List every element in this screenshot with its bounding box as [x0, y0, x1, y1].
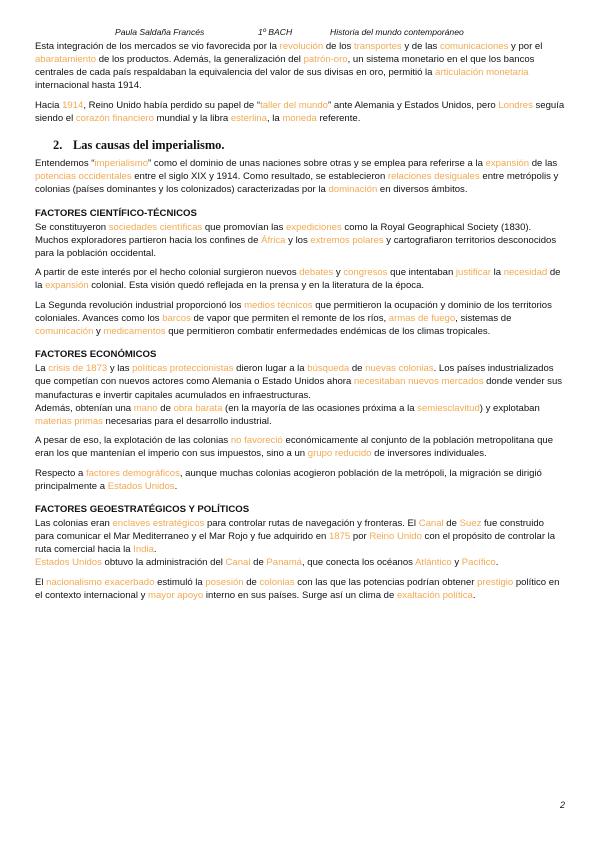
- cientificos-paragraph-1: Se constituyeron sociedades científicas que promovían las expediciones como la Royal Geographical Society (1830). Muchos exploradores partieron hacia los confines de África y los extremos polares y cartografiaron territorios desconocidos para la población occidental.: [35, 221, 557, 259]
- highlighted-term: crisis de 1873: [48, 363, 108, 375]
- highlighted-term: enclaves estratégicos: [112, 518, 205, 529]
- highlighted-term: África: [261, 234, 286, 246]
- highlighted-term: Canal: [225, 557, 251, 569]
- intro-paragraph-1: Esta integración de los mercados se vio favorecida por la revolución de los transportes y de las comunicaciones y por el abaratamiento de los productos. Además, la generalización del patrón-oro, un sistema monetario en el que los bancos centrales de cada país respaldaban la equivalencia del valor de sus divisas en oro, permitió la articulación monetaria internacional hasta 1914.: [35, 41, 543, 92]
- section-title: [53, 137, 565, 153]
- geo-paragraph-3: El nacionalismo exacerbado estimuló la posesión de colonias con las que las potencias podrían obtener prestigio político en el contexto internacional y mayor apoyo interno en sus países. Surge así un clima de exaltación política.: [35, 576, 560, 601]
- intro-paragraph-2: Hacia 1914, Reino Unido había perdido su papel de “taller del mundo” ante Alemania y Estados Unidos, pero Londres seguía siendo el corazón financiero mundial y la libra esterlina, la moneda referente.: [35, 99, 565, 124]
- highlighted-term: taller del mundo: [260, 99, 328, 111]
- highlighted-term: armas de fuego: [388, 312, 456, 324]
- highlighted-term: nacionalismo exacerbado: [46, 576, 155, 588]
- highlighted-term: comunicación: [35, 326, 94, 338]
- cientificos-paragraph-3: La Segunda revolución industrial proporcionó los medios técnicos que permitieron la ocupación y dominio de los territorios coloniales. Avances como los barcos de vapor que permiten el remonte de los ríos, armas de fuego, sistemas de comunicación y medicamentos que permitieron combatir enfermedades endémicas de los climas tropicales.: [35, 299, 552, 338]
- header-subject: Historia del mundo contemporáneo: [330, 27, 464, 37]
- highlighted-term: corazón financiero: [75, 112, 154, 124]
- highlighted-term: necesidad: [503, 267, 548, 279]
- economicos-paragraph-3: A pesar de eso, la explotación de las colonias no favoreció económicamente al conjunto de la población metropolitana que eran los que mantenían el imperio con sus impuestos, sino a un grupo reducido de inversores individuales.: [35, 435, 554, 460]
- section-number: 2.: [53, 138, 63, 153]
- highlighted-term: Estados Unidos: [35, 557, 102, 569]
- document-body: [35, 40, 565, 608]
- economicos-paragraph-1: La crisis de 1873 y las políticas proteccionistas dieron lugar a la búsqueda de nuevas colonias. Los países industrializados que competían con nuevos actores como Alemania o Estado Unidos ahora necesitaban nuevos mercados donde vender sus manufacturas e invertir capitales acumulados en infraestructuras.: [35, 363, 563, 401]
- highlighted-term: congresos: [343, 267, 388, 279]
- highlighted-term: grupo reducido: [307, 448, 372, 460]
- highlighted-term: Canal: [418, 518, 444, 529]
- highlighted-term: políticas proteccionistas: [132, 363, 234, 375]
- geo-paragraph-1: Las colonias eran enclaves estratégicos para controlar rutas de navegación y fronteras. El Canal de Suez fue construido para comunicar el Mar Mediterraneo y el Mar Rojo y fue adquirido en 1875 por Reino Unido con el propósito de controlar la ruta comercial hacia la India.: [35, 518, 556, 556]
- highlighted-term: obra barata: [173, 402, 223, 414]
- highlighted-term: prestigio: [477, 576, 514, 588]
- highlighted-term: India: [133, 544, 154, 556]
- section-title-text: Las causas del imperialismo.: [73, 138, 225, 153]
- highlighted-term: Londres: [498, 99, 533, 111]
- cientificos-paragraph-2: A partir de este interés por el hecho colonial surgieron nuevos debates y congresos que intentaban justificar la necesidad de la expansión colonial. Esta visión quedó reflejada en la prensa y en la literatura de la época.: [35, 267, 561, 292]
- header-author: Paula Saldaña Francés: [115, 27, 205, 37]
- highlighted-term: nuevas colonias: [365, 363, 434, 375]
- economicos-paragraph-2: Además, obtenían una mano de obra barata (en la mayoría de las ocasiones próxima a la semiesclavitud) y explotaban materias primas necesarias para el desarrollo industrial.: [35, 402, 540, 427]
- highlighted-term: mayor apoyo: [148, 589, 204, 601]
- highlighted-term: Estados Unidos: [107, 480, 175, 492]
- highlighted-term: expansión: [45, 280, 89, 292]
- heading-cientificos: FACTORES CIENTÍFICO-TÉCNICOS: [35, 207, 197, 219]
- highlighted-term: comunicaciones: [439, 41, 509, 52]
- highlighted-term: barcos: [162, 312, 191, 324]
- highlighted-term: factores demográficos: [85, 467, 180, 479]
- highlighted-term: patrón-oro: [303, 54, 348, 66]
- highlighted-term: no favoreció: [230, 435, 283, 447]
- highlighted-term: Panamá: [266, 557, 302, 569]
- highlighted-term: colonias: [259, 576, 295, 588]
- highlighted-term: 1914: [62, 99, 84, 111]
- highlighted-term: expansión: [485, 158, 530, 170]
- highlighted-term: imperialismo: [94, 158, 149, 170]
- imperialism-definition: Entendemos “imperialismo” como el dominio de unas naciones sobre otras y se emplea para referirse a la expansión de las potencias occidentales entre el siglo XIX y 1914. Como resultado, se establecieron relaciones desiguales entre metrópolis y colonias (países dominantes y los colonizados) caracterizadas por la dominación en diversos ámbitos.: [35, 158, 559, 196]
- highlighted-term: mano: [133, 402, 158, 414]
- highlighted-term: expediciones: [286, 221, 342, 233]
- highlighted-term: materias primas: [35, 415, 103, 427]
- highlighted-term: articulación monetaria: [435, 67, 529, 79]
- highlighted-term: Atlántico: [415, 557, 452, 569]
- highlighted-term: Pacífico: [461, 557, 496, 569]
- highlighted-term: exaltación política: [396, 589, 473, 601]
- highlighted-term: semiesclavitud: [417, 402, 480, 414]
- highlighted-term: transportes: [353, 41, 402, 52]
- heading-geoestrategicos: FACTORES GEOESTRATÉGICOS Y POLÍTICOS: [35, 504, 250, 515]
- header-course: 1º BACH: [258, 27, 293, 37]
- highlighted-term: relaciones desiguales: [387, 171, 480, 183]
- highlighted-term: necesitaban nuevos mercados: [353, 376, 484, 388]
- highlighted-term: búsqueda: [307, 363, 350, 375]
- highlighted-term: potencias occidentales: [35, 171, 132, 183]
- page-number: 2: [559, 800, 565, 810]
- page-header: [0, 27, 600, 41]
- heading-economicos: FACTORES ECONÓMICOS: [35, 349, 157, 361]
- highlighted-term: extremos polares: [310, 234, 384, 246]
- highlighted-term: medicamentos: [103, 326, 166, 338]
- highlighted-term: justificar: [455, 267, 491, 279]
- highlighted-term: debates: [299, 267, 334, 279]
- highlighted-term: moneda: [282, 112, 317, 124]
- highlighted-term: 1875: [328, 531, 351, 543]
- highlighted-term: revolución: [279, 41, 324, 52]
- highlighted-term: dominación: [328, 184, 378, 196]
- highlighted-term: abaratamiento: [35, 54, 97, 66]
- highlighted-term: posesión: [205, 576, 244, 588]
- highlighted-term: medios técnicos: [244, 299, 313, 311]
- highlighted-term: Reino Unido: [369, 531, 422, 543]
- economicos-paragraph-4: Respecto a factores demográficos, aunque muchas colonias acogieron población de la metrópoli, la migración se dirigió principalmente a Estados Unidos.: [35, 467, 542, 492]
- highlighted-term: Suez: [459, 518, 482, 529]
- highlighted-term: esterlina: [230, 112, 267, 124]
- highlighted-term: sociedades científicas: [108, 221, 203, 233]
- geo-paragraph-2: Estados Unidos obtuvo la administración del Canal de Panamá, que conecta los océanos Atlántico y Pacífico.: [35, 557, 499, 569]
